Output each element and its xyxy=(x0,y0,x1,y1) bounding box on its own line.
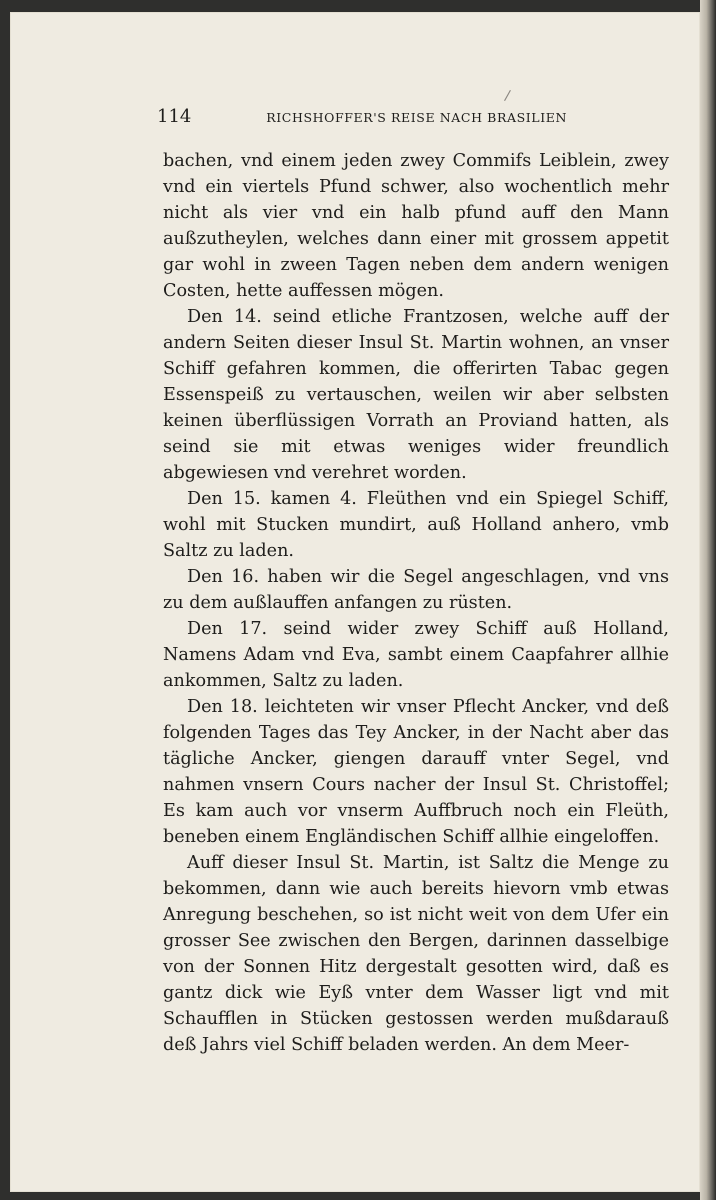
paragraph-st-martin-salt: Auff dieser Insul St. Martin, ist Saltz die Menge zu bekommen, dann wie auch bereits hievorn vmb etwas Anregung beschehen, so ist nicht weit von dem Ufer ein grosser See zwischen den Bergen, darinnen dasselbige von der Sonnen Hitz dergestalt gesotten wird, daß es gantz dick wie Eyß vnter dem Wasser ligt vnd mit Schaufflen in Stücken gestossen werden mußdarauß deß Jahrs viel Schiff beladen werden. An dem Meer- xyxy=(163,853,669,1055)
page-number: 114 xyxy=(157,106,192,127)
paragraph-14th: Den 14. seind etliche Frantzosen, welche auff der andern Seiten dieser Insul St. Martin wohnen, an vnser Schiff gefahren kommen, die offerirten Tabac gegen Essenspeiß zu vertauschen, weilen wir aber selbsten keinen überflüssigen Vorrath an Proviand hatten, als seind sie mit etwas weniges wider freundlich abgewiesen vnd verehret worden. xyxy=(163,307,669,483)
paragraph-16th: Den 16. haben wir die Segel angeschlagen, vnd vns zu dem außlauffen anfangen zu rüsten. xyxy=(163,567,669,613)
paragraph-17th: Den 17. seind wider zwey Schiff auß Holland, Namens Adam vnd Eva, sambt einem Caapfahrer allhie ankommen, Saltz zu laden. xyxy=(163,619,669,691)
page-edge-shadow xyxy=(700,0,716,1200)
paragraph-15th: Den 15. kamen 4. Fleüthen vnd ein Spiegel Schiff, wohl mit Stucken mundirt, auß Holland anhero, vmb Saltz zu laden. xyxy=(163,489,669,561)
body-text xyxy=(163,148,669,1058)
paragraph-18th: Den 18. leichteten wir vnser Pflecht Ancker, vnd deß folgenden Tages das Tey Ancker, in der Nacht aber das tägliche Ancker, giengen darauff vnter Segel, vnd nahmen vnsern Cours nacher der Insul St. Christoffel; Es kam auch vor vnserm Auffbruch noch ein Fleüth, beneben einem Engländischen Schiff allhie eingeloffen. xyxy=(163,697,669,847)
paragraph-continued: bachen, vnd einem jeden zwey Commifs Leiblein, zwey vnd ein viertels Pfund schwer, also wochentlich mehr nicht als vier vnd ein halb pfund auff den Mann außzutheylen, welches dann einer mit grossem appetit gar wohl in zween Tagen neben dem andern wenigen Costen, hette auffessen mögen. xyxy=(163,151,669,301)
running-header xyxy=(157,106,567,130)
pencil-mark: / xyxy=(503,87,512,105)
running-title: RICHSHOFFER'S REISE NACH BRASILIEN xyxy=(266,110,567,125)
